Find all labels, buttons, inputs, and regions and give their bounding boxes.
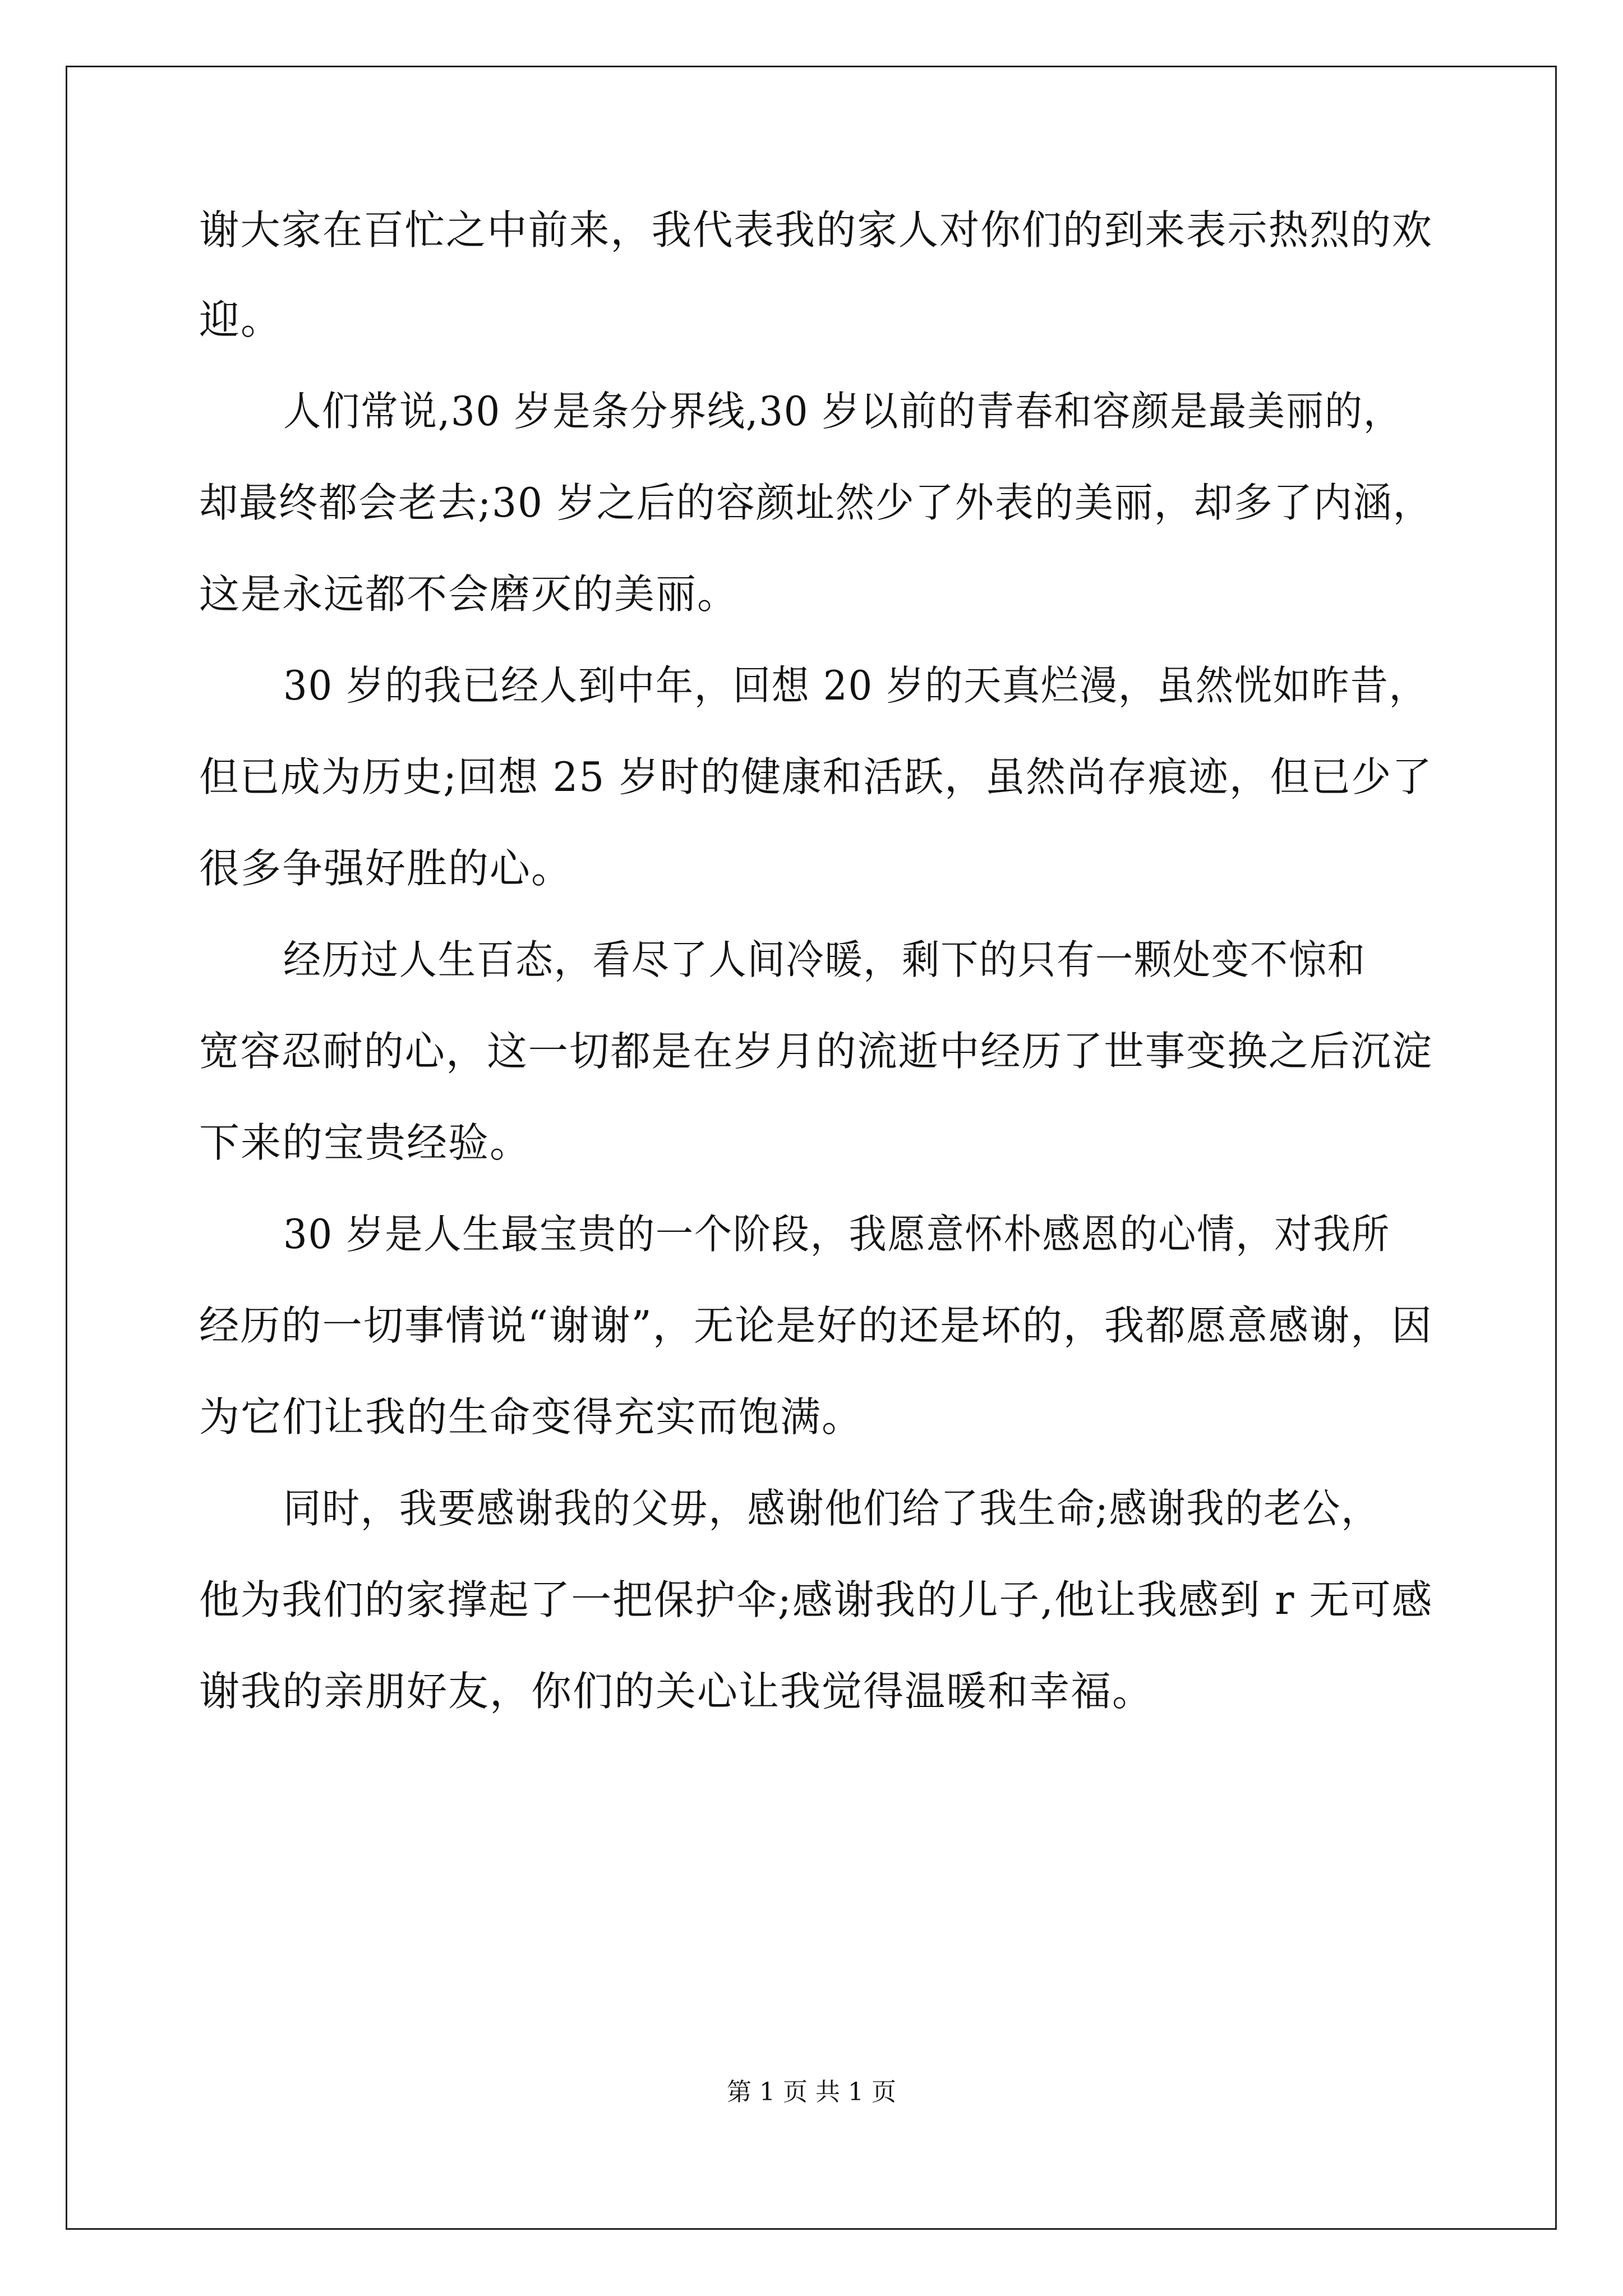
paragraph-line: 同时，我要感谢我的父毋，感谢他们给了我生命;感谢我的老公，: [283, 1485, 1380, 1532]
paragraph-line: 经历过人生百态，看尽了人间冷暖，剩下的只有一颗处变不惊和: [283, 936, 1366, 983]
page-footer: 第 1 页 共 1 页: [727, 2078, 896, 2106]
paragraph-line: 这是永远都不会磨灭的美丽。: [199, 570, 739, 618]
paragraph-line: 迎。: [199, 296, 283, 343]
paragraph-line: 谢大家在百忙之中前来，我代表我的家人对你们的到来表示热烈的欢: [199, 206, 1433, 254]
paragraph-line: 他为我们的家撑起了一把保护伞;感谢我的儿子,他让我感到 r 无可感: [199, 1576, 1433, 1623]
paragraph-line: 下来的宝贵经验。: [199, 1119, 532, 1166]
paragraph-line: 人们常说,30 岁是条分界线,30 岁以前的青春和容颜是最美丽的，: [283, 388, 1402, 435]
paragraph-line: 30 岁是人生最宝贵的一个阶段，我愿意怀朴感恩的心情，对我所: [283, 1211, 1391, 1258]
paragraph-line: 却最终都会老去;30 岁之后的容颜址然少了外表的美丽，却多了内涵，: [199, 479, 1433, 526]
paragraph-line: 很多争强好胜的心。: [199, 845, 573, 892]
paragraph-line: 30 岁的我已经人到中年，回想 20 岁的天真烂漫，虽然恍如昨昔，: [283, 662, 1428, 709]
paragraph-line: 为它们让我的生命变得充实而饱满。: [199, 1393, 864, 1441]
paragraph-line: 宽容忍耐的心，这一切都是在岁月的流逝中经历了世事变换之后沉淀: [199, 1028, 1433, 1075]
paragraph-line: 谢我的亲朋好友，你们的关心让我觉得温暖和幸福。: [199, 1668, 1154, 1715]
paragraph-line: 但已成为历史;回想 25 岁时的健康和活跃，虽然尚存痕迹，但已少了: [199, 753, 1433, 800]
paragraph-line: 经历的一切事情说“谢谢”，无论是好的还是坏的，我都愿意感谢，因: [199, 1302, 1433, 1349]
